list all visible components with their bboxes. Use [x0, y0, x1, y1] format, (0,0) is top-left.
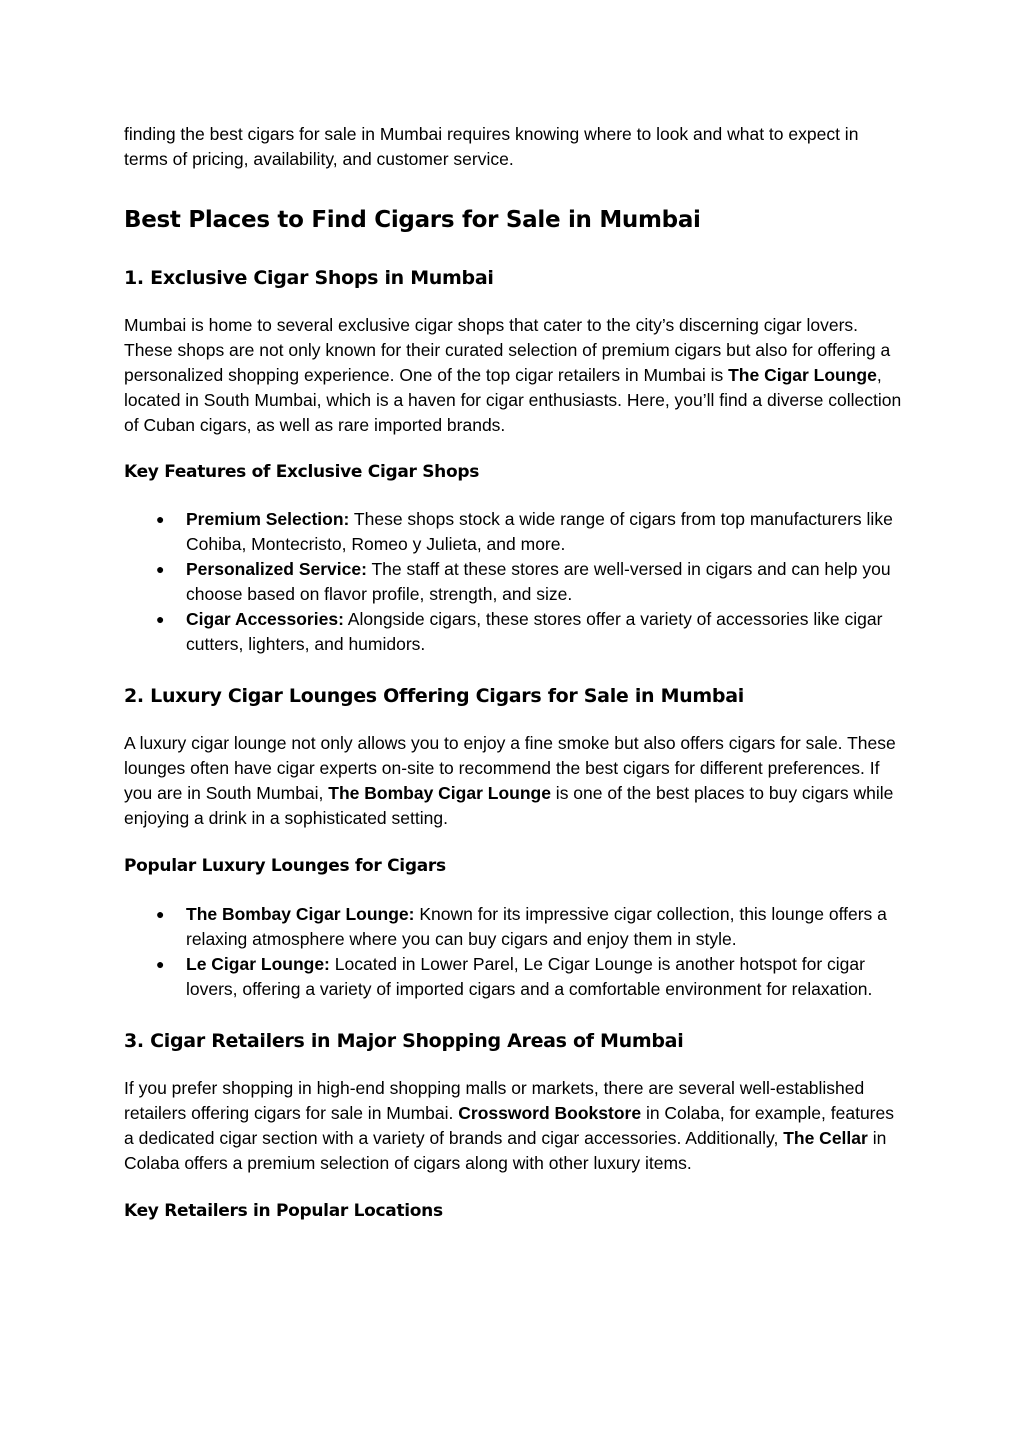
bullet-icon: ● — [156, 611, 165, 627]
document-page — [124, 122, 904, 1223]
intro-paragraph: finding the best cigars for sale in Mumbai requires knowing where to look and what to expect in terms of pricing, availability, and customer service. — [124, 124, 859, 169]
section1-para-before: Mumbai is home to several exclusive cigar shops that cater to the city’s discerning cigar lovers. These shops are not only known for their curated selection of premium cigars but also for offering a personalized shopping experience. One of the top cigar retailers in Mumbai is — [124, 315, 891, 385]
section1-subheading: Key Features of Exclusive Cigar Shops — [124, 462, 480, 482]
section1-para-after: , located in South Mumbai, which is a haven for cigar enthusiasts. Here, you’ll find a diverse collection of Cuban cigars, as well as rare imported brands. — [124, 365, 902, 435]
list-item — [124, 952, 904, 1002]
section3-para-part3: in Colaba offers a premium selection of cigars along with other luxury items. — [124, 1128, 887, 1173]
section2-subheading: Popular Luxury Lounges for Cigars — [124, 856, 446, 876]
list-item — [124, 507, 904, 557]
bullet-term: Personalized Service: — [186, 559, 367, 579]
section2-para-bold: The Bombay Cigar Lounge — [328, 783, 551, 803]
section3-para-bold2: The Cellar — [783, 1128, 868, 1148]
section3-para-part2: in Colaba, for example, features a dedicated cigar section with a variety of brands and cigar accessories. Additionally, — [124, 1103, 894, 1148]
section1-paragraph — [124, 313, 904, 438]
section1-heading: 1. Exclusive Cigar Shops in Mumbai — [124, 267, 494, 289]
bullet-icon: ● — [156, 906, 165, 922]
section1-para-bold: The Cigar Lounge — [728, 365, 877, 385]
bullet-term: Le Cigar Lounge: — [186, 954, 330, 974]
section3-para-bold1: Crossword Bookstore — [458, 1103, 642, 1123]
section3-paragraph — [124, 1076, 904, 1176]
section2-paragraph — [124, 731, 904, 831]
main-heading: Best Places to Find Cigars for Sale in Mumbai — [124, 207, 701, 233]
section2-para-before: A luxury cigar lounge not only allows you to enjoy a fine smoke but also offers cigars for sale. These lounges often have cigar experts on-site to recommend the best cigars for different preferences. If you are in South Mumbai, — [124, 733, 896, 803]
bullet-text: These shops stock a wide range of cigars from top manufacturers like Cohiba, Montecristo, Romeo y Julieta, and more. — [186, 509, 893, 554]
section3-heading: 3. Cigar Retailers in Major Shopping Areas of Mumbai — [124, 1030, 684, 1052]
section2-bullet-list — [124, 902, 904, 1002]
bullet-term: Premium Selection: — [186, 509, 350, 529]
bullet-text: Alongside cigars, these stores offer a variety of accessories like cigar cutters, lighters, and humidors. — [186, 609, 883, 654]
bullet-text: Located in Lower Parel, Le Cigar Lounge is another hotspot for cigar lovers, offering a variety of imported cigars and a comfortable environment for relaxation. — [186, 954, 873, 999]
list-item — [124, 607, 904, 657]
bullet-icon: ● — [156, 956, 165, 972]
section2-para-after: is one of the best places to buy cigars while enjoying a drink in a sophisticated setting. — [124, 783, 894, 828]
list-item — [124, 902, 904, 952]
bullet-text: Known for its impressive cigar collection, this lounge offers a relaxing atmosphere where you can buy cigars and enjoy them in style. — [186, 904, 887, 949]
section1-bullet-list — [124, 507, 904, 657]
bullet-icon: ● — [156, 561, 165, 577]
bullet-text: The staff at these stores are well-versed in cigars and can help you choose based on flavor profile, strength, and size. — [186, 559, 891, 604]
section3-subheading: Key Retailers in Popular Locations — [124, 1201, 443, 1221]
bullet-icon: ● — [156, 511, 165, 527]
bullet-term: The Bombay Cigar Lounge: — [186, 904, 415, 924]
bullet-term: Cigar Accessories: — [186, 609, 344, 629]
section2-heading: 2. Luxury Cigar Lounges Offering Cigars for Sale in Mumbai — [124, 685, 744, 707]
section3-para-part1: If you prefer shopping in high-end shopping malls or markets, there are several well-established retailers offering cigars for sale in Mumbai. — [124, 1078, 865, 1123]
list-item — [124, 557, 904, 607]
